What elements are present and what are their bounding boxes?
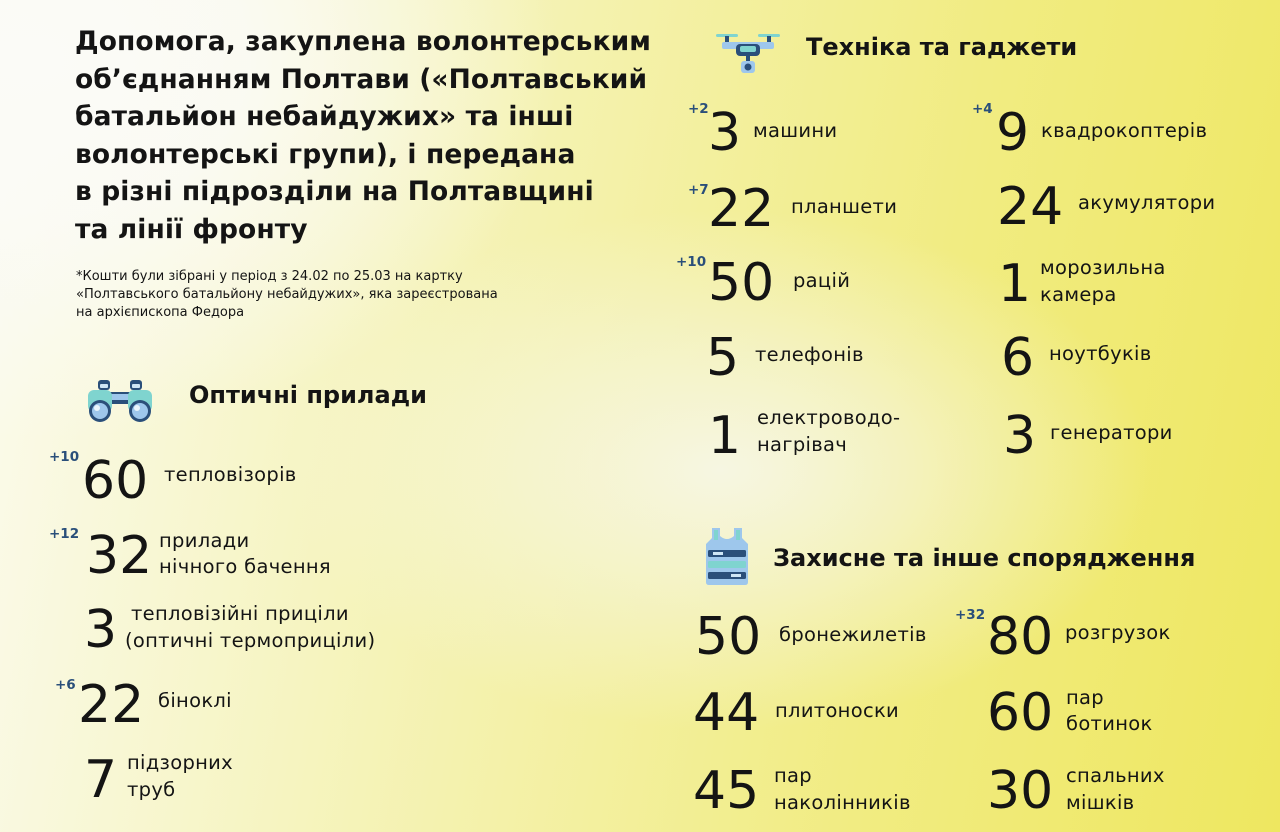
increment-badge: +10 (676, 254, 707, 270)
increment-badge: +6 (55, 677, 76, 693)
item-label: підзорних (127, 751, 233, 774)
item-label: розгрузок (1065, 621, 1171, 644)
item-count: 22 (78, 675, 145, 735)
title-line: батальйон небайдужих» та інші (75, 101, 574, 132)
item-count: 7 (84, 750, 118, 810)
item-label: нічного бачення (159, 555, 331, 578)
item-label: пар (1066, 686, 1104, 709)
body-armor-icon (702, 526, 752, 586)
item-count: 3 (1003, 406, 1037, 466)
item-count: 32 (86, 526, 153, 586)
footnote (76, 268, 556, 322)
item-label: спальних (1066, 764, 1165, 787)
item-label: (оптичні термоприціли) (125, 629, 376, 652)
item-count: 44 (693, 683, 760, 743)
item-label: наколінників (774, 791, 911, 814)
increment-badge: +32 (955, 607, 986, 623)
item-label: акумулятори (1078, 191, 1216, 214)
title-line: волонтерські групи), і передана (75, 138, 576, 170)
title-line: та лінії фронту (75, 213, 308, 245)
item-label: квадрокоптерів (1041, 119, 1208, 142)
page-title (75, 23, 675, 248)
item-label: рацій (793, 269, 851, 292)
item-count: 5 (706, 328, 740, 388)
item-count: 24 (997, 177, 1064, 237)
note-line: *Кошти були зібрані у період з 24.02 по 25.03 на картку (76, 269, 463, 284)
item-count: 6 (1001, 328, 1035, 388)
title-line: об’єднанням Полтави («Полтавський (75, 63, 648, 95)
item-label: труб (127, 778, 176, 801)
item-label: машини (753, 119, 838, 142)
item-count: 9 (996, 103, 1030, 163)
item-label: генератори (1050, 421, 1173, 444)
item-count: 1 (998, 254, 1032, 314)
item-label: плитоноски (775, 699, 900, 722)
title-line: в різні підрозділи на Полтавщині (75, 176, 594, 207)
item-label: ботинок (1066, 712, 1153, 735)
item-label: нагрівач (757, 433, 848, 456)
increment-badge: +10 (49, 449, 80, 465)
item-label: пар (774, 764, 812, 787)
note-line: «Полтавського батальйону небайдужих», яка зареєстрована (76, 287, 498, 302)
item-count: 50 (708, 253, 775, 313)
section-title-protective: Захисне та інше спорядження (773, 544, 1196, 572)
item-count: 3 (708, 103, 742, 163)
item-count: 30 (987, 761, 1054, 821)
item-count: 60 (987, 683, 1054, 743)
item-count: 50 (695, 607, 762, 667)
drone-icon (714, 30, 782, 78)
item-label: тепловізорів (164, 463, 297, 486)
item-count: 60 (82, 451, 149, 511)
item-label: морозильна (1040, 256, 1166, 279)
item-count: 80 (987, 607, 1054, 667)
increment-badge: +2 (688, 101, 709, 117)
title-line: Допомога, закуплена волонтерським (75, 26, 652, 57)
item-count: 3 (84, 600, 118, 660)
section-title-optics: Оптичні прилади (189, 381, 427, 409)
item-label: мішків (1066, 791, 1135, 814)
item-count: 45 (693, 761, 760, 821)
binoculars-icon (86, 378, 154, 424)
item-label: камера (1040, 283, 1117, 306)
note-line: на архієпископа Федора (76, 305, 245, 320)
item-label: телефонів (755, 343, 864, 366)
item-label: електроводо- (757, 406, 901, 429)
item-count: 1 (708, 406, 742, 466)
item-label: ноутбуків (1049, 342, 1152, 365)
increment-badge: +7 (688, 182, 709, 198)
item-label: бронежилетів (779, 623, 927, 646)
increment-badge: +12 (49, 526, 80, 542)
item-count: 22 (708, 179, 775, 239)
section-title-tech: Техніка та гаджети (806, 33, 1078, 61)
item-label: планшети (791, 195, 898, 218)
item-label: прилади (159, 529, 250, 552)
item-label: біноклі (158, 689, 232, 712)
item-label: тепловізійні приціли (131, 602, 349, 625)
increment-badge: +4 (972, 101, 993, 117)
